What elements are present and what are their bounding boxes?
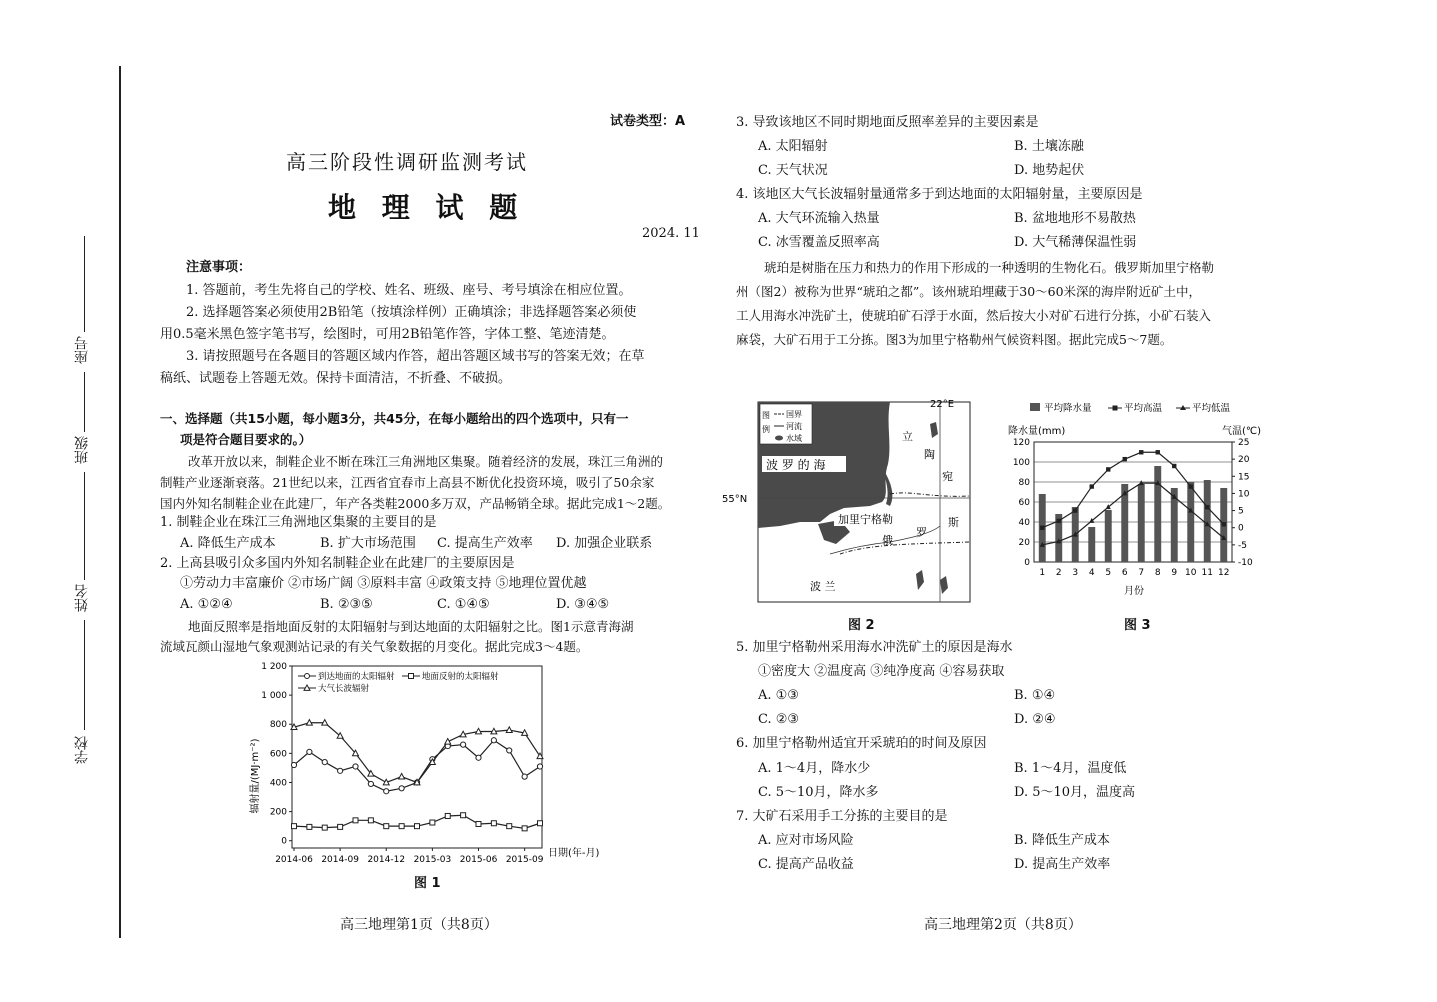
passage1-line3: 国内外知名制鞋企业在此建厂，年产各类鞋2000多万双，产品畅销全球。据此完成1～2题。	[160, 496, 671, 511]
fig3-legend-label: 平均低温	[1192, 403, 1231, 414]
fig1-ylabel: 辐射量/(MJ·m⁻²)	[250, 738, 261, 814]
fig1-point	[338, 824, 343, 829]
fig1-point	[368, 781, 373, 786]
q4-option-b[interactable]: B. 盆地地形不易散热	[1014, 211, 1136, 226]
fig3-ytick-left: 40	[1018, 518, 1030, 528]
q2-option-b[interactable]: B. ②③⑤	[320, 597, 373, 612]
section-heading: 一、选择题（共15小题，每小题3分，共45分，在每小题给出的四个选项中，只有一	[160, 411, 629, 426]
q1-option-d[interactable]: D. 加强企业联系	[556, 536, 653, 551]
q2-stem: 2. 上高县吸引众多国内外知名制鞋企业在此建厂的主要原因是	[160, 556, 515, 571]
binding-school-label: 学校	[74, 736, 90, 764]
fig1-point	[538, 821, 543, 826]
fig3-caption: 图 3	[1124, 618, 1151, 633]
fig3-point	[1222, 522, 1226, 526]
binding-school-line[interactable]	[84, 620, 85, 730]
fig3-xtick-label: 2	[1055, 568, 1062, 578]
fig3-point	[1156, 450, 1160, 454]
fig3-bar	[1138, 484, 1145, 562]
fig1-point	[430, 820, 435, 825]
q3-option-d[interactable]: D. 地势起伏	[1014, 163, 1085, 178]
fig3-ytick-left: 80	[1018, 478, 1030, 488]
fig1-point	[476, 755, 481, 760]
fig3-bar	[1088, 527, 1095, 562]
fig1-point	[368, 818, 373, 823]
fig1-ytick-label: 400	[269, 778, 287, 789]
notice-item-2: 2. 选择题答案必须使用2B铅笔（按填涂样例）正确填涂；非选择题答案必须使	[186, 305, 637, 320]
fig1-point	[291, 762, 296, 767]
fig3-xtick-label: 8	[1154, 568, 1161, 578]
passage1-line2: 制鞋产业逐渐衰落。21世纪以来，江西省宜春市上高县不断优化投资环境，吸引了50余家	[160, 475, 655, 490]
q5-stem: 5. 加里宁格勒州采用海水冲洗矿土的原因是海水	[736, 640, 1013, 655]
fig3-ytick-left: 0	[1024, 558, 1030, 568]
fig1-ytick-label: 800	[269, 720, 287, 731]
q3-stem: 3. 导致该地区不同时期地面反照率差异的主要因素是	[736, 115, 1039, 130]
fig1-point	[507, 748, 512, 753]
footer-left: 高三地理第1页（共8页）	[340, 917, 498, 933]
fig1-point	[384, 789, 389, 794]
fig1-point	[322, 825, 327, 830]
fig1-point	[507, 824, 512, 829]
fig1-xtick-label: 2015-09	[505, 855, 544, 865]
fig3-ytick-left: 100	[1012, 458, 1030, 468]
fig1-xtick-label: 2014-12	[367, 855, 406, 865]
map-ru2-label: 俄	[882, 534, 893, 547]
fig3-bar	[1187, 482, 1194, 562]
q2-option-c[interactable]: C. ①④⑤	[437, 597, 490, 612]
fig1-xlabel: 日期(年-月)	[548, 848, 600, 859]
fig3-temp-line-1	[1042, 452, 1224, 527]
fig1-legend-label: 到达地面的太阳辐射	[318, 672, 395, 682]
fig3-xtick-label: 6	[1121, 568, 1128, 578]
fig1-ytick-label: 0	[281, 836, 287, 847]
subject-title: 地 理 试 题	[328, 191, 526, 224]
fig1-legend-label: 地面反射的太阳辐射	[422, 672, 499, 682]
fig1-point	[292, 824, 297, 829]
map-legend-title-1: 图	[762, 411, 770, 420]
binding-name-label: 姓名	[74, 584, 90, 612]
fig3-xtick-label: 4	[1088, 568, 1095, 578]
q5-option-d[interactable]: D. ②④	[1014, 712, 1056, 727]
fig1-ytick-label: 1 000	[261, 691, 287, 702]
q3-option-a[interactable]: A. 太阳辐射	[758, 139, 828, 154]
fig3-ylabel-right: 气温(℃)	[1222, 426, 1262, 437]
fig1-caption: 图 1	[414, 876, 441, 891]
q4-option-a[interactable]: A. 大气环流输入热量	[758, 211, 880, 226]
fig3-point	[1106, 467, 1110, 471]
fig3-xtick-label: 3	[1072, 568, 1079, 578]
map-lt-label-2: 陶	[924, 448, 935, 461]
fig1-point	[338, 768, 343, 773]
fig3-ytick-right: 0	[1238, 523, 1244, 534]
fig3-point	[1189, 484, 1193, 488]
q1-option-a[interactable]: A. 降低生产成本	[180, 536, 276, 551]
fig3-ytick-right: 5	[1238, 506, 1244, 517]
fig1-point	[353, 818, 358, 823]
fig2-caption: 图 2	[848, 618, 875, 633]
q6-option-a[interactable]: A. 1～4月，降水少	[758, 761, 871, 776]
fig1-xtick-label: 2014-09	[321, 855, 359, 865]
fig1-point	[322, 759, 327, 764]
q6-stem: 6. 加里宁格勒州适宜开采琥珀的时间及原因	[736, 736, 987, 751]
q6-option-d[interactable]: D. 5～10月，温度高	[1014, 785, 1136, 800]
fig3-legend-label: 平均降水量	[1044, 403, 1092, 414]
binding-rule	[119, 66, 121, 938]
fig1-point	[522, 774, 527, 779]
fig1-point	[491, 738, 496, 743]
fig1-xtick-label: 2015-06	[459, 855, 498, 865]
fig1-point	[461, 813, 466, 818]
map-region-label: 加里宁格勒	[838, 513, 893, 526]
q7-option-b[interactable]: B. 降低生产成本	[1014, 833, 1110, 848]
fig3-point	[1073, 508, 1077, 512]
fig3-ytick-right: 15	[1238, 472, 1250, 483]
q2-option-a[interactable]: A. ①②④	[180, 597, 233, 612]
binding-seat-label: 座号	[74, 336, 90, 364]
fig1-point	[476, 821, 481, 826]
fig3-point	[1057, 519, 1061, 523]
q4-option-c[interactable]: C. 冰雪覆盖反照率高	[758, 235, 880, 250]
binding-name-line[interactable]	[84, 472, 85, 580]
figure1-line-chart	[240, 656, 600, 866]
fig1-point	[307, 749, 312, 754]
passage3-line4: 麻袋，大矿石用于工分拣。图3为加里宁格勒州气候资料图。据此完成5～7题。	[736, 332, 1173, 347]
fig3-xtick-label: 11	[1201, 568, 1213, 578]
fig3-legend-label: 平均高温	[1124, 403, 1163, 414]
map-lt-label-1: 立	[902, 430, 913, 443]
exam-title: 高三阶段性调研监测考试	[286, 150, 528, 174]
passage1-line1: 改革开放以来，制鞋企业不断在珠江三角洲地区集聚。随着经济的发展，珠江三角洲的	[188, 454, 664, 469]
map-longitude-label: 22°E	[930, 399, 955, 410]
q7-option-a[interactable]: A. 应对市场风险	[758, 833, 854, 848]
fig3-point	[1139, 450, 1143, 454]
fig3-ytick-right: 20	[1238, 455, 1250, 466]
fig3-xtick-label: 9	[1171, 568, 1178, 578]
fig1-point	[445, 813, 450, 818]
fig3-legend-marker	[1030, 403, 1040, 411]
passage3-line2: 州（图2）被称为世界“琥珀之都”。该州琥珀埋藏于30～60米深的海岸附近矿土中，	[736, 284, 1202, 299]
fig1-point	[522, 826, 527, 831]
q2-option-d[interactable]: D. ③④⑤	[556, 597, 610, 612]
exam-date: 2024. 11	[642, 226, 700, 241]
map-pl-label: 波 兰	[810, 580, 836, 593]
q3-option-b[interactable]: B. 土壤冻融	[1014, 139, 1084, 154]
fig1-point	[307, 824, 312, 829]
q4-stem: 4. 该地区大气长波辐射量通常多于到达地面的太阳辐射量，主要原因是	[736, 187, 1143, 202]
fig1-legend-marker	[305, 674, 310, 679]
passage3-line1: 琥珀是树脂在压力和热力的作用下形成的一种透明的生物化石。俄罗斯加里宁格勒	[764, 260, 1215, 275]
fig1-xtick-label: 2015-03	[413, 855, 452, 865]
fig3-ytick-left: 20	[1018, 538, 1030, 548]
figure3-climate-chart	[1000, 396, 1290, 596]
fig1-point	[461, 742, 466, 747]
map-ru-label-2: 斯	[948, 516, 959, 529]
map-legend-water: 水域	[786, 434, 802, 443]
q3-option-c[interactable]: C. 天气状况	[758, 163, 828, 178]
map-lt-label-3: 宛	[942, 470, 953, 483]
figure2-map	[722, 394, 980, 608]
fig1-point	[399, 773, 405, 779]
q1-option-b[interactable]: B. 扩大市场范围	[320, 536, 416, 551]
footer-right: 高三地理第2页（共8页）	[924, 917, 1082, 933]
q5-option-c[interactable]: C. ②③	[758, 712, 800, 727]
fig1-point	[415, 824, 420, 829]
map-legend-river: 河流	[786, 422, 802, 431]
q7-option-c[interactable]: C. 提高产品收益	[758, 857, 854, 872]
binding-class-line[interactable]	[84, 372, 85, 432]
q5-items: ①密度大 ②温度高 ③纯净度高 ④容易获取	[758, 664, 1005, 679]
fig3-xtick-label: 10	[1185, 568, 1197, 578]
fig1-point	[384, 824, 389, 829]
passage2-line2: 流域瓦颜山湿地气象观测站记录的有关气象数据的月变化。据此完成3～4题。	[160, 639, 589, 654]
q2-items: ①劳动力丰富廉价 ②市场广阔 ③原料丰富 ④政策支持 ⑤地理位置优越	[180, 576, 587, 591]
binding-seat-line[interactable]	[84, 236, 85, 332]
fig3-point	[1090, 484, 1094, 488]
fig3-bar	[1204, 480, 1211, 562]
q6-option-c[interactable]: C. 5～10月，降水多	[758, 785, 879, 800]
q7-option-d[interactable]: D. 提高生产效率	[1014, 857, 1111, 872]
fig3-ytick-right: 10	[1238, 489, 1250, 500]
q4-option-d[interactable]: D. 大气稀薄保温性弱	[1014, 235, 1137, 250]
fig1-point	[399, 824, 404, 829]
notice-item-3-cont: 稿纸、试题卷上答题无效。保持卡面清洁，不折叠、不破损。	[160, 371, 512, 386]
fig3-ytick-right: 25	[1238, 438, 1250, 448]
notice-item-3: 3. 请按照题号在各题目的答题区域内作答，超出答题区域书写的答案无效；在草	[186, 349, 645, 364]
fig3-xtick-label: 1	[1039, 568, 1046, 578]
fig1-legend-label: 大气长波辐射	[318, 684, 370, 694]
fig3-xtick-label: 12	[1218, 568, 1230, 578]
fig3-xlabel: 月份	[1124, 586, 1144, 597]
q5-option-a[interactable]: A. ①③	[758, 688, 799, 703]
q7-stem: 7. 大矿石采用手工分拣的主要目的是	[736, 809, 948, 824]
fig1-point	[537, 764, 542, 769]
binding-class-label: 班级	[74, 436, 90, 464]
map-sea-label: 波 罗 的 海	[766, 458, 826, 472]
fig1-ytick-label: 1 200	[261, 662, 287, 672]
fig1-ytick-label: 600	[269, 749, 287, 760]
notice-heading: 注意事项：	[186, 260, 252, 275]
fig3-point	[1205, 505, 1209, 509]
fig1-point	[353, 764, 358, 769]
fig1-series-line-3	[294, 723, 540, 783]
fig3-point	[1172, 464, 1176, 468]
q6-option-b[interactable]: B. 1～4月，温度低	[1014, 761, 1127, 776]
map-ru-label-1: 罗	[916, 526, 927, 539]
passage2-line1: 地面反照率是指地面反射的太阳辐射与到达地面的太阳辐射之比。图1示意青海湖	[188, 619, 634, 634]
map-latitude-label: 55°N	[722, 494, 748, 505]
fig3-ytick-left: 120	[1012, 438, 1030, 448]
fig1-ytick-label: 200	[269, 807, 287, 818]
fig3-ytick-right: -10	[1238, 558, 1253, 568]
q5-option-b[interactable]: B. ①④	[1014, 688, 1056, 703]
q1-option-c[interactable]: C. 提高生产效率	[437, 536, 533, 551]
fig3-point	[1040, 526, 1044, 530]
fig1-legend-marker	[409, 674, 414, 679]
q1-stem: 1. 制鞋企业在珠江三角洲地区集聚的主要目的是	[160, 515, 437, 530]
fig3-legend-marker	[1113, 406, 1118, 411]
paper-type: 试卷类型：A	[610, 114, 686, 129]
passage3-line3: 工人用海水冲洗矿土，使琥珀矿石浮于水面，然后按大小对矿石进行分拣，小矿石装入	[736, 308, 1212, 323]
fig3-point	[1123, 457, 1127, 461]
fig1-point	[399, 786, 404, 791]
fig3-xtick-label: 7	[1138, 568, 1145, 578]
notice-item-1: 1. 答题前，考生先将自己的学校、姓名、班级、座号、考号填涂在相应位置。	[186, 283, 632, 298]
section-heading-cont: 项是符合题目要求的。）	[180, 432, 312, 447]
notice-item-2-cont: 用0.5毫米黑色签字笔书写，绘图时，可用2B铅笔作答，字体工整、笔迹清楚。	[160, 327, 615, 342]
fig3-ylabel-left: 降水量(mm)	[1008, 426, 1066, 437]
fig1-xtick-label: 2014-06	[275, 855, 313, 865]
map-legend-title-2: 例	[762, 425, 770, 434]
fig3-xtick-label: 5	[1105, 568, 1112, 578]
map-legend-border: 国界	[786, 410, 802, 419]
fig3-ytick-right: -5	[1238, 540, 1247, 551]
fig3-ytick-left: 60	[1018, 498, 1030, 508]
fig1-point	[491, 821, 496, 826]
fig3-bar	[1105, 510, 1112, 562]
